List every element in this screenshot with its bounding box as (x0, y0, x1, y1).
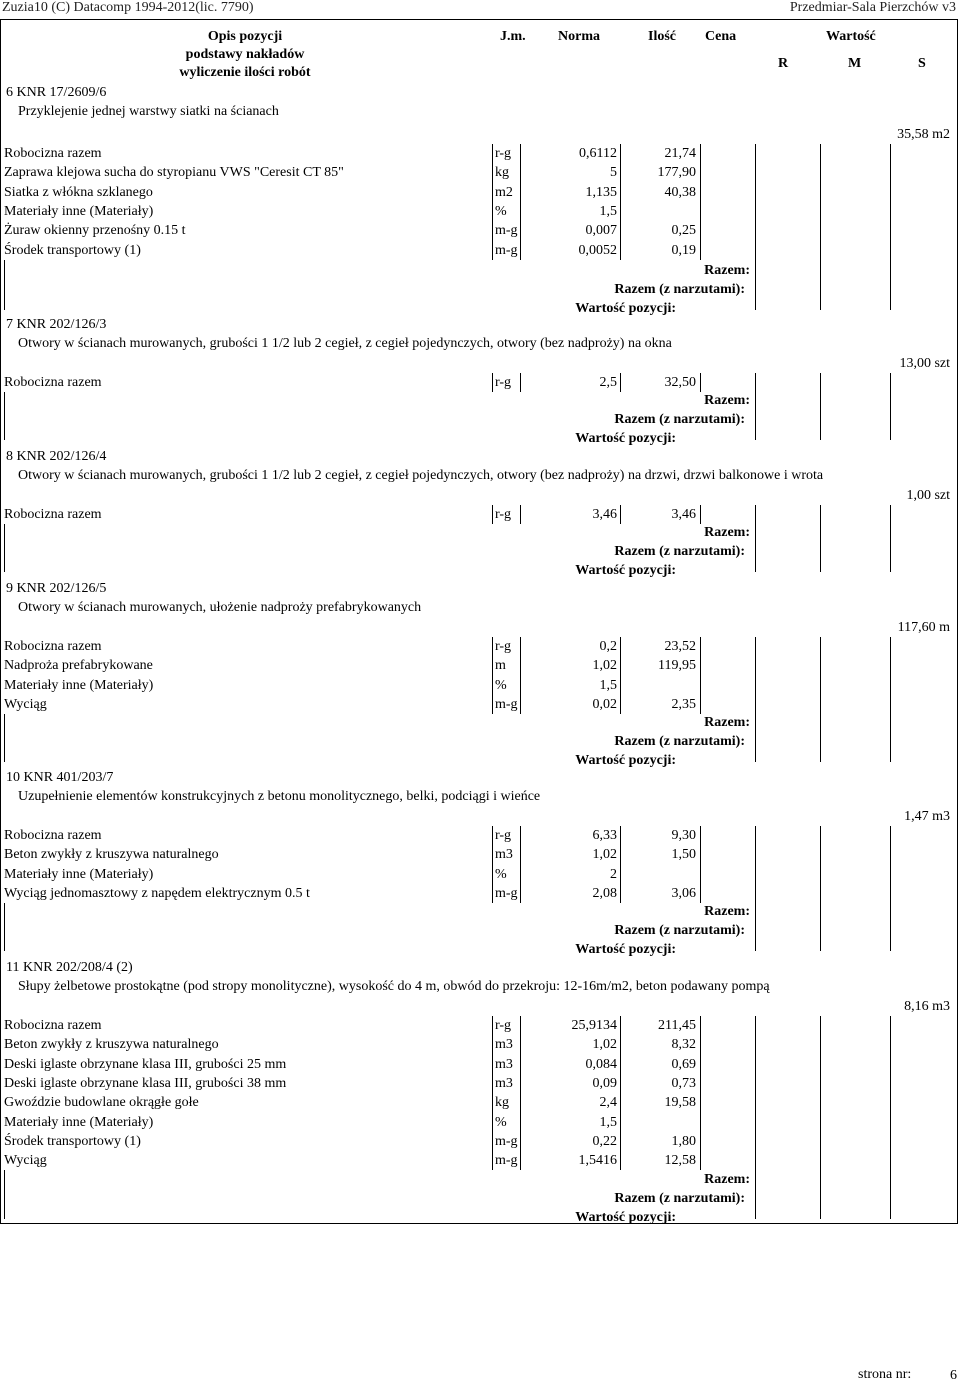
razem-narzuty-label: Razem (z narzutami): (614, 1191, 745, 1206)
resource-name: Żuraw okienny przenośny 0.15 t (4, 223, 186, 239)
razem-label: Razem: (704, 715, 750, 730)
resource-quantity: 1,80 (671, 1133, 696, 1149)
resource-norm: 5 (610, 165, 617, 181)
resource-unit: m-g (495, 696, 518, 712)
resource-unit: r-g (495, 639, 512, 654)
position-title: 9 KNR 202/126/5 (6, 581, 107, 596)
resource-name: Nadproża prefabrykowane (4, 658, 153, 674)
page-number-label: strona nr: (858, 1367, 912, 1382)
grid-line (520, 144, 521, 260)
resource-norm: 0,2 (599, 639, 617, 654)
resource-norm: 2 (610, 866, 617, 882)
position-quantity: 1,00 szt (906, 488, 950, 503)
header-m: M (848, 56, 862, 71)
header-description-0: Opis pozycji (207, 29, 283, 44)
grid-line (4, 392, 5, 440)
resource-norm: 1,5 (599, 677, 617, 693)
header-s: S (918, 56, 926, 71)
grid-line (820, 144, 821, 310)
resource-unit: m3 (495, 847, 513, 863)
grid-line (755, 826, 756, 951)
position-title: 10 KNR 401/203/7 (6, 770, 114, 785)
grid-line (520, 505, 521, 524)
resource-norm: 6,33 (592, 828, 617, 843)
resource-norm: 0,6112 (579, 146, 617, 161)
grid-line (520, 826, 521, 903)
grid-line (820, 373, 821, 440)
resource-unit: m (495, 658, 506, 674)
resource-norm: 3,46 (592, 507, 617, 522)
grid-line (492, 144, 493, 260)
razem-label: Razem: (704, 525, 750, 540)
resource-unit: m-g (495, 1133, 518, 1149)
wartosc-pozycji-label: Wartość pozycji: (575, 301, 676, 316)
razem-narzuty-label: Razem (z narzutami): (614, 923, 745, 938)
header-jm: J.m. (500, 29, 526, 44)
resource-quantity: 177,90 (657, 165, 696, 181)
resource-quantity: 119,95 (658, 658, 696, 674)
razem-label: Razem: (704, 1172, 750, 1187)
page-number: 6 (950, 1368, 957, 1383)
resource-norm: 0,007 (585, 223, 617, 239)
resource-name: Beton zwykły z kruszywa naturalnego (4, 1037, 219, 1053)
resource-name: Gwoździe budowlane okrągłe gołe (4, 1095, 199, 1111)
resource-norm: 0,09 (592, 1075, 617, 1091)
grid-line (700, 144, 701, 260)
resource-norm: 1,02 (592, 1037, 617, 1053)
resource-name: Środek transportowy (1) (4, 242, 141, 258)
resource-unit: kg (495, 1095, 509, 1111)
resource-norm: 2,4 (599, 1095, 617, 1111)
grid-line (820, 1016, 821, 1219)
resource-unit: m-g (495, 885, 518, 901)
resource-unit: m-g (495, 1153, 518, 1169)
position-quantity: 1,47 m3 (904, 809, 950, 824)
grid-line (700, 826, 701, 903)
resource-quantity: 211,45 (658, 1018, 696, 1033)
resource-unit: r-g (495, 1018, 512, 1033)
resource-name: Wyciąg jednomasztowy z napędem elektrycznym 0.5 t (4, 885, 310, 901)
resource-quantity: 3,06 (671, 885, 696, 901)
resource-name: Środek transportowy (1) (4, 1133, 141, 1149)
grid-line (890, 826, 891, 951)
header-left: Zuzia10 (C) Datacomp 1994-2012(lic. 7790) (2, 0, 254, 15)
grid-line (700, 637, 701, 714)
grid-line (820, 826, 821, 951)
resource-quantity: 12,58 (664, 1153, 696, 1169)
grid-line (890, 373, 891, 440)
header-description-2: wyliczenie ilości robót (179, 65, 311, 80)
wartosc-pozycji-label: Wartość pozycji: (575, 563, 676, 578)
resource-name: Robocizna razem (4, 828, 102, 843)
resource-name: Materiały inne (Materiały) (4, 1114, 154, 1130)
resource-norm: 2,08 (592, 885, 617, 901)
resource-quantity: 3,46 (671, 507, 696, 522)
position-description: Otwory w ścianach murowanych, ułożenie nadproży prefabrykowanych (18, 600, 422, 615)
resource-unit: m2 (495, 184, 513, 200)
grid-line (700, 505, 701, 524)
grid-line (4, 903, 5, 951)
razem-narzuty-label: Razem (z narzutami): (614, 544, 745, 559)
resource-quantity: 0,69 (671, 1056, 696, 1072)
grid-line (520, 1016, 521, 1170)
resource-unit: % (495, 203, 507, 219)
resource-norm: 2,5 (599, 375, 617, 390)
resource-name: Robocizna razem (4, 639, 102, 654)
resource-unit: r-g (495, 146, 512, 161)
resource-norm: 25,9134 (571, 1018, 617, 1033)
header-wartosc: Wartość (826, 29, 876, 44)
resource-unit: m-g (495, 223, 518, 239)
resource-quantity: 0,19 (671, 242, 696, 258)
position-title: 7 KNR 202/126/3 (6, 317, 107, 332)
resource-name: Robocizna razem (4, 507, 102, 522)
grid-line (520, 637, 521, 714)
position-description: Słupy żelbetowe prostokątne (pod stropy monolityczne), wysokość do 4 m, obwód do przekroju: 12-16m/m2, beton podawany pompą (18, 979, 770, 994)
resource-quantity: 0,73 (671, 1075, 696, 1091)
resource-quantity: 40,38 (664, 184, 696, 200)
resource-quantity: 8,32 (671, 1037, 696, 1053)
grid-line (755, 144, 756, 310)
grid-line (4, 714, 5, 762)
wartosc-pozycji-label: Wartość pozycji: (575, 942, 676, 957)
resource-quantity: 21,74 (664, 146, 696, 161)
position-quantity: 35,58 m2 (897, 127, 950, 142)
grid-line (890, 144, 891, 310)
position-description: Przyklejenie jednej warstwy siatki na ścianach (18, 104, 279, 119)
header-cena: Cena (705, 29, 737, 44)
resource-norm: 0,22 (592, 1133, 617, 1149)
header-ilosc: Ilość (648, 29, 676, 44)
header-norma: Norma (558, 29, 600, 44)
resource-norm: 1,02 (592, 658, 617, 674)
razem-narzuty-label: Razem (z narzutami): (614, 282, 745, 297)
wartosc-pozycji-label: Wartość pozycji: (575, 753, 676, 768)
resource-unit: kg (495, 165, 509, 181)
position-title: 6 KNR 17/2609/6 (6, 85, 107, 100)
wartosc-pozycji-label: Wartość pozycji: (575, 1210, 676, 1225)
resource-quantity: 19,58 (664, 1095, 696, 1111)
resource-norm: 1,02 (592, 847, 617, 863)
resource-name: Wyciąg (4, 696, 47, 712)
position-quantity: 13,00 szt (899, 356, 950, 371)
resource-name: Robocizna razem (4, 1018, 102, 1033)
grid-line (755, 505, 756, 572)
position-quantity: 117,60 m (897, 620, 950, 635)
resource-norm: 1,5416 (578, 1153, 617, 1169)
grid-line (820, 505, 821, 572)
resource-unit: m3 (495, 1056, 513, 1072)
resource-quantity: 32,50 (664, 375, 696, 390)
razem-label: Razem: (704, 393, 750, 408)
resource-unit: % (495, 866, 507, 882)
resource-name: Zaprawa klejowa sucha do styropianu VWS "Ceresit CT 85" (4, 165, 344, 181)
grid-line (4, 1170, 5, 1219)
grid-line (890, 505, 891, 572)
wartosc-pozycji-label: Wartość pozycji: (575, 431, 676, 446)
resource-unit: r-g (495, 375, 512, 390)
resource-unit: r-g (495, 507, 512, 522)
resource-unit: % (495, 677, 507, 693)
header-right: Przedmiar-Sala Pierzchów v3 (789, 0, 956, 15)
razem-narzuty-label: Razem (z narzutami): (614, 734, 745, 749)
grid-line (4, 524, 5, 572)
resource-norm: 0,0052 (578, 242, 617, 258)
resource-quantity: 9,30 (671, 828, 696, 843)
resource-name: Materiały inne (Materiały) (4, 866, 154, 882)
resource-name: Robocizna razem (4, 375, 102, 390)
resource-name: Robocizna razem (4, 146, 102, 161)
resource-quantity: 2,35 (671, 696, 696, 712)
grid-line (492, 373, 493, 392)
resource-name: Siatka z włókna szklanego (4, 184, 153, 200)
grid-line (4, 260, 5, 310)
resource-unit: m3 (495, 1037, 513, 1053)
grid-line (890, 637, 891, 762)
grid-line (700, 1016, 701, 1170)
resource-unit: r-g (495, 828, 512, 843)
razem-narzuty-label: Razem (z narzutami): (614, 412, 745, 427)
resource-norm: 1,135 (585, 184, 617, 200)
resource-unit: % (495, 1114, 507, 1130)
position-quantity: 8,16 m3 (904, 999, 950, 1014)
grid-line (492, 637, 493, 714)
resource-unit: m-g (495, 242, 518, 258)
grid-line (520, 373, 521, 392)
grid-line (755, 373, 756, 440)
resource-unit: m3 (495, 1075, 513, 1091)
resource-norm: 0,084 (585, 1056, 617, 1072)
header-description-1: podstawy nakładów (185, 47, 305, 62)
header-r: R (778, 56, 789, 71)
resource-name: Beton zwykły z kruszywa naturalnego (4, 847, 219, 863)
resource-name: Deski iglaste obrzynane klasa III, grubości 25 mm (4, 1056, 287, 1072)
position-description: Otwory w ścianach murowanych, grubości 1 1/2 lub 2 cegieł, z cegieł pojedynczych, otwory (bez nadproży) na drzwi, drzwi balkonowe i wrota (18, 468, 824, 483)
resource-name: Deski iglaste obrzynane klasa III, grubości 38 mm (4, 1075, 287, 1091)
grid-line (492, 826, 493, 903)
resource-norm: 1,5 (599, 1114, 617, 1130)
position-title: 11 KNR 202/208/4 (2) (6, 960, 133, 975)
grid-line (755, 637, 756, 762)
razem-label: Razem: (704, 904, 750, 919)
resource-name: Materiały inne (Materiały) (4, 677, 154, 693)
razem-label: Razem: (704, 263, 750, 278)
grid-line (755, 1016, 756, 1219)
resource-quantity: 0,25 (671, 223, 696, 239)
grid-line (492, 1016, 493, 1170)
resource-name: Materiały inne (Materiały) (4, 203, 154, 219)
resource-norm: 1,5 (599, 203, 617, 219)
position-description: Otwory w ścianach murowanych, grubości 1 1/2 lub 2 cegieł, z cegieł pojedynczych, otwory (bez nadproży) na okna (18, 336, 672, 351)
grid-line (820, 637, 821, 762)
grid-line (492, 505, 493, 524)
grid-line (700, 373, 701, 392)
position-description: Uzupełnienie elementów konstrukcyjnych z betonu monolitycznego, belki, podciągi i wieńce (18, 789, 541, 804)
resource-norm: 0,02 (592, 696, 617, 712)
position-title: 8 KNR 202/126/4 (6, 449, 107, 464)
grid-line (890, 1016, 891, 1219)
resource-quantity: 1,50 (671, 847, 696, 863)
resource-name: Wyciąg (4, 1153, 47, 1169)
resource-quantity: 23,52 (664, 639, 696, 654)
